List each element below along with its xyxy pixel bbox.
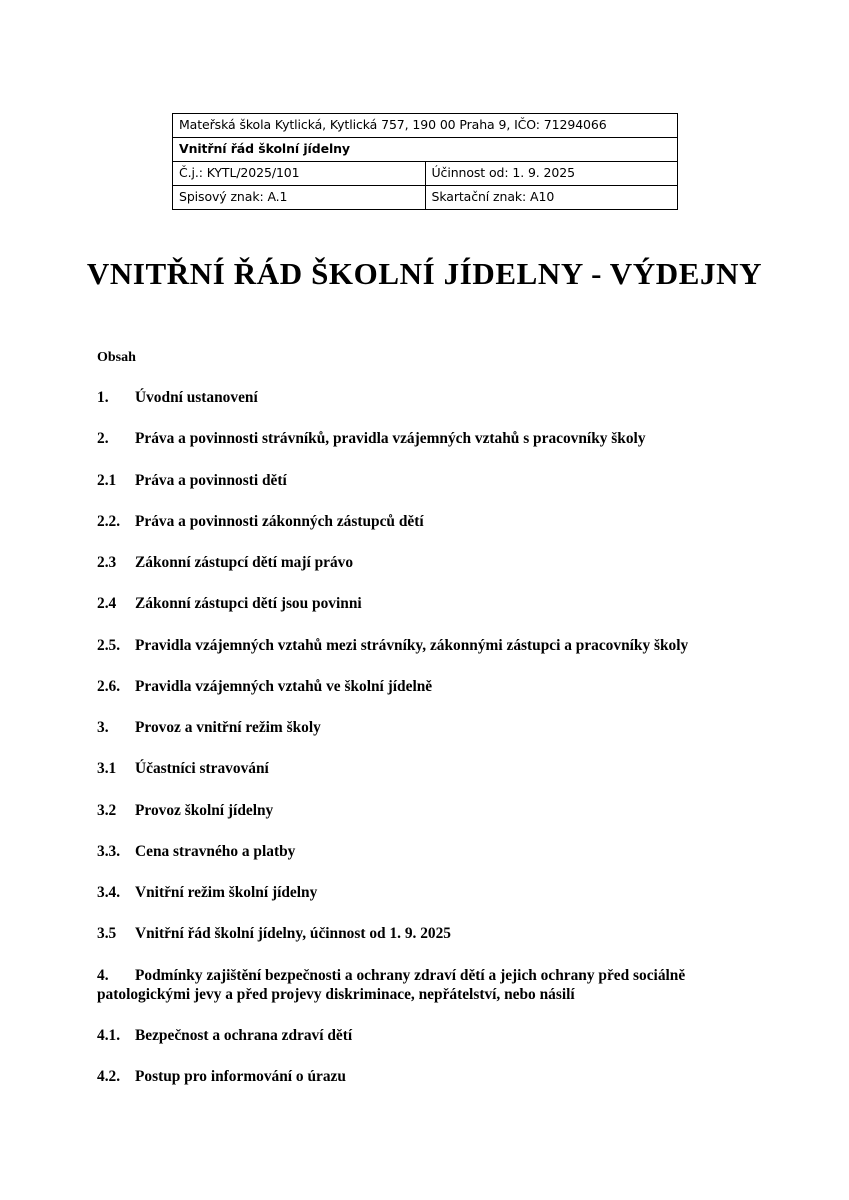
toc-entry-label: Účastníci stravování (135, 760, 269, 778)
toc-entry-number: 2.6. (97, 677, 121, 695)
toc-entry-label: Provoz školní jídelny (135, 801, 274, 819)
toc-entry-label: Práva a povinnosti zákonných zástupců dětí (135, 512, 424, 530)
school-identification-cell: Mateřská škola Kytlická, Kytlická 757, 190 00 Praha 9, IČO: 71294066 (173, 114, 678, 138)
toc-entry-3-5 (97, 924, 757, 943)
toc-entry-4-1 (97, 1026, 757, 1045)
document-header-table (172, 113, 678, 210)
toc-entry-label: Práva a povinnosti dětí (135, 471, 287, 489)
page-title: VNITŘNÍ ŘÁD ŠKOLNÍ JÍDELNY - VÝDEJNY (86, 256, 763, 291)
toc-entry-4-2 (97, 1067, 757, 1086)
toc-entry-label: Provoz a vnitřní režim školy (135, 719, 321, 737)
toc-entry-number: 1. (97, 389, 109, 407)
toc-entry-3-3 (97, 842, 757, 861)
toc-entry-label: Vnitřní režim školní jídelny (135, 884, 318, 902)
toc-entry-number: 3. (97, 719, 109, 737)
toc-entry-1 (97, 388, 757, 407)
table-of-contents (97, 350, 757, 1087)
toc-entry-label: Pravidla vzájemných vztahů ve školní jídelně (135, 677, 433, 695)
toc-entry-2-5 (97, 636, 765, 655)
toc-entry-3-1 (97, 759, 757, 778)
toc-entry-label: Postup pro informování o úrazu (135, 1068, 346, 1086)
toc-entry-4 (97, 966, 765, 1005)
toc-heading: Obsah (97, 350, 136, 365)
toc-entry-label: Vnitřní řád školní jídelny, účinnost od 1. 9. 2025 (135, 925, 452, 943)
toc-entry-2-1 (97, 471, 757, 490)
toc-entry-label: Podmínky zajištění bezpečnosti a ochrany zdraví dětí a jejich ochrany před sociálně patologickými jevy a před projevy diskriminace, nepřátelství, nebo násilí (97, 966, 686, 1003)
toc-entry-label: Bezpečnost a ochrana zdraví dětí (135, 1027, 353, 1045)
toc-entry-number: 2.3 (97, 554, 117, 572)
toc-entry-2 (97, 429, 765, 448)
toc-entry-2-2 (97, 512, 757, 531)
toc-entry-label: Zákonní zástupcí dětí mají právo (135, 554, 354, 572)
toc-entry-2-3 (97, 553, 757, 572)
toc-entry-number: 2.5. (97, 636, 121, 654)
toc-entry-label: Zákonní zástupci dětí jsou povinni (135, 595, 362, 613)
file-mark-cell: Spisový znak: A.1 (173, 186, 426, 210)
table-row (173, 114, 678, 138)
table-row (173, 186, 678, 210)
toc-entry-2-6 (97, 677, 757, 696)
toc-entry-number: 2.4 (97, 595, 117, 613)
toc-entry-3 (97, 718, 757, 737)
toc-entry-3-4 (97, 883, 757, 902)
table-row (173, 138, 678, 162)
toc-entry-2-4 (97, 594, 757, 613)
toc-entry-label: Cena stravného a platby (135, 842, 296, 860)
table-row (173, 162, 678, 186)
toc-entry-label: Práva a povinnosti strávníků, pravidla vzájemných vztahů s pracovníky školy (135, 430, 646, 448)
toc-entry-3-2 (97, 801, 757, 820)
header-table-body (173, 114, 678, 210)
toc-entry-label: Pravidla vzájemných vztahů mezi strávníky, zákonnými zástupci a pracovníky školy (135, 636, 689, 654)
toc-entry-number: 3.2 (97, 801, 117, 819)
shredding-mark-cell: Skartační znak: A10 (425, 186, 678, 210)
toc-entry-number: 3.4. (97, 884, 121, 902)
toc-entry-number: 3.5 (97, 925, 117, 943)
toc-entry-number: 4.2. (97, 1068, 121, 1086)
toc-entry-number: 4. (97, 966, 109, 984)
effective-date-cell: Účinnost od: 1. 9. 2025 (425, 162, 678, 186)
toc-entry-number: 3.3. (97, 842, 121, 860)
toc-entry-number: 4.1. (97, 1027, 121, 1045)
toc-entry-number: 3.1 (97, 760, 117, 778)
toc-entry-number: 2. (97, 430, 109, 448)
toc-entry-number: 2.1 (97, 471, 117, 489)
toc-entry-label: Úvodní ustanovení (135, 389, 258, 407)
regulation-name-cell: Vnitřní řád školní jídelny (173, 138, 678, 162)
toc-entry-number: 2.2. (97, 512, 121, 530)
reference-number-cell: Č.j.: KYTL/2025/101 (173, 162, 426, 186)
